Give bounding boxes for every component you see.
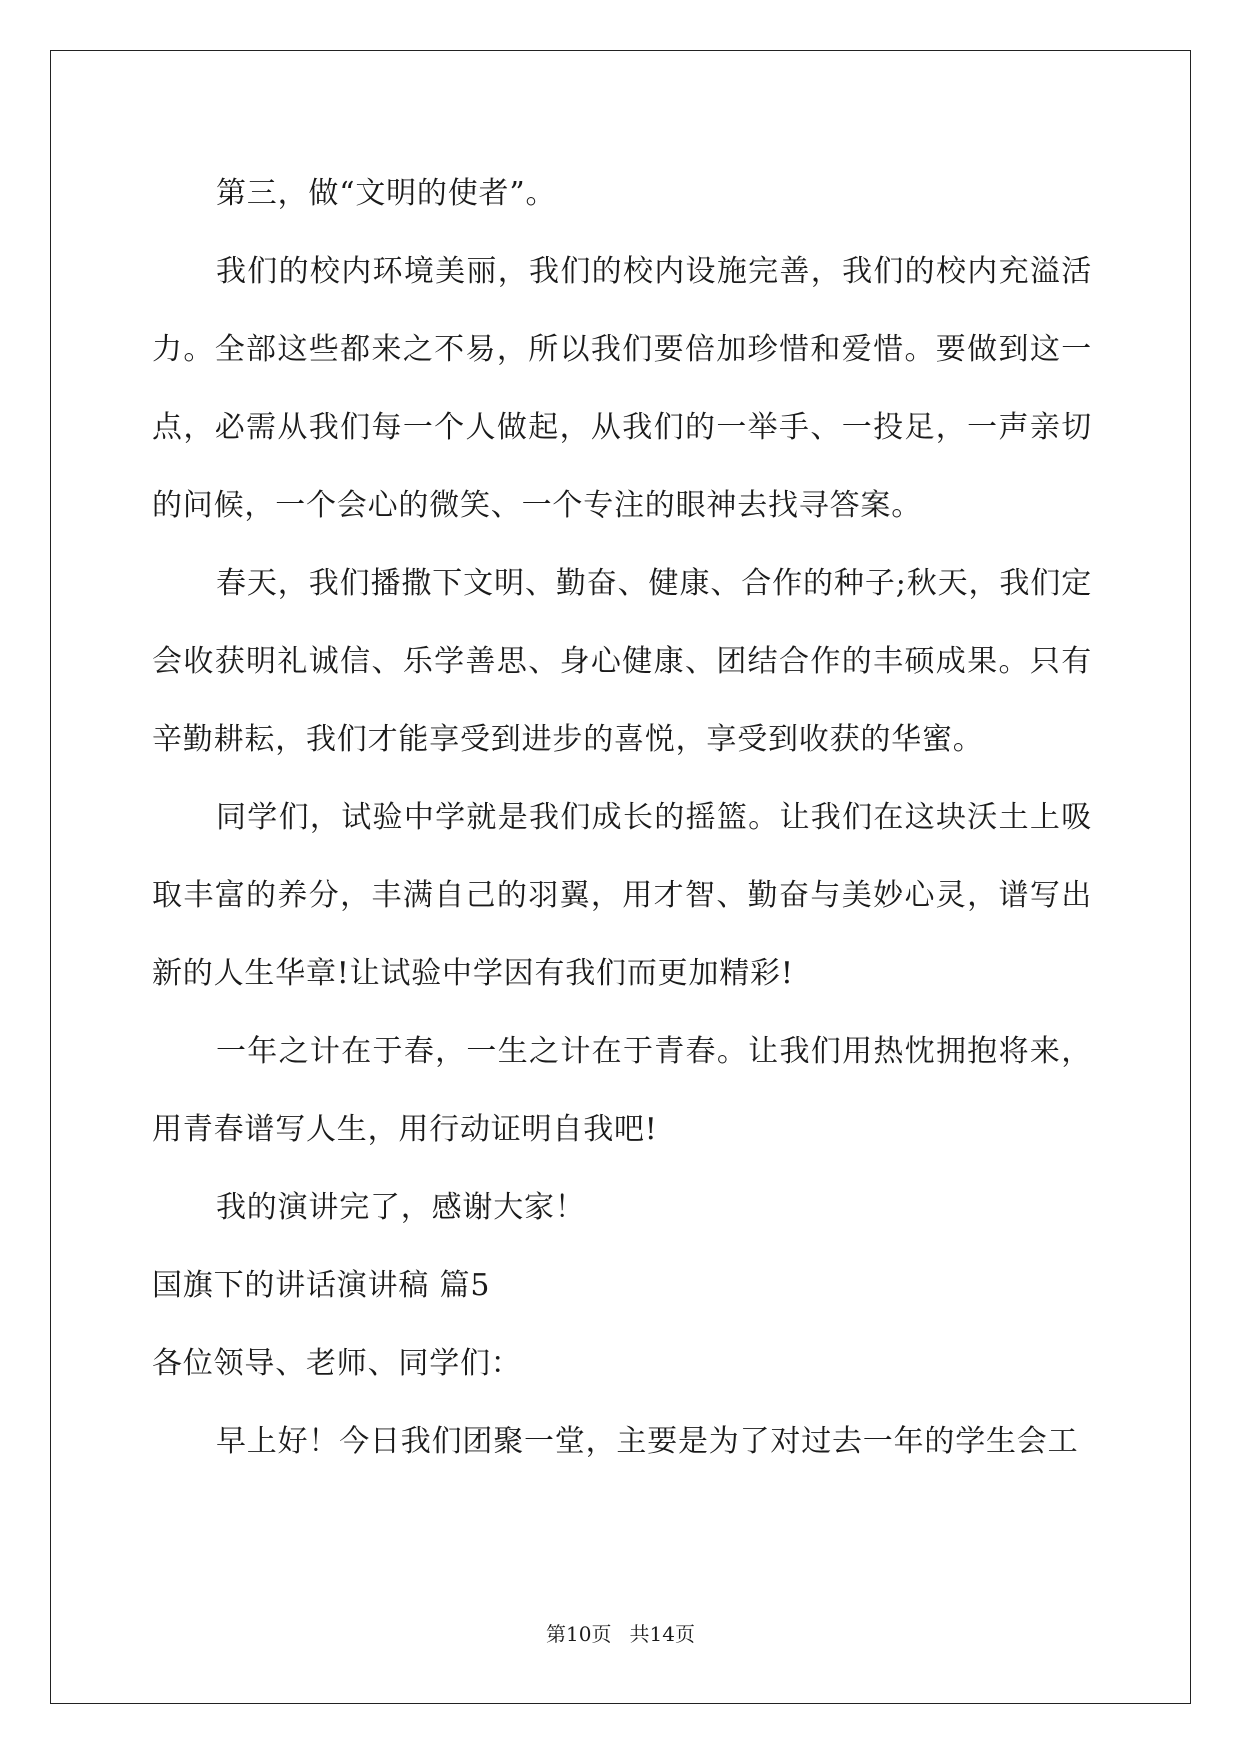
paragraph-4: 同学们，试验中学就是我们成长的摇篮。让我们在这块沃土上吸取丰富的养分，丰满自己的羽翼，用才智、勤奋与美妙心灵，谱写出新的人生华章!让试验中学因有我们而更加精彩! <box>152 800 1092 991</box>
section-heading: 国旗下的讲话演讲稿 篇5 <box>152 1268 491 1303</box>
salutation: 各位领导、老师、同学们： <box>152 1346 522 1381</box>
page-total: 共14页 <box>629 1622 695 1646</box>
page-number: 第10页 <box>546 1622 612 1646</box>
paragraph-5: 一年之计在于春，一生之计在于青春。让我们用热忱拥抱将来，用青春谱写人生，用行动证明自我吧! <box>152 1034 1092 1147</box>
page-footer <box>0 1618 1241 1647</box>
paragraph-7: 早上好！今日我们团聚一堂，主要是为了对过去一年的学生会工 <box>216 1424 1079 1459</box>
paragraph-3: 春天，我们播撒下文明、勤奋、健康、合作的种子;秋天，我们定会收获明礼诚信、乐学善思、身心健康、团结合作的丰硕成果。只有辛勤耕耘，我们才能享受到进步的喜悦，享受到收获的华蜜。 <box>152 566 1092 757</box>
paragraph-6: 我的演讲完了，感谢大家！ <box>216 1190 586 1225</box>
document-body <box>152 155 1092 1481</box>
paragraph-1: 第三，做“文明的使者”。 <box>216 176 557 211</box>
paragraph-2: 我们的校内环境美丽，我们的校内设施完善，我们的校内充溢活力。全部这些都来之不易，所以我们要倍加珍惜和爱惜。要做到这一点，必需从我们每一个人做起，从我们的一举手、一投足，一声亲切的问候，一个会心的微笑、一个专注的眼神去找寻答案。 <box>152 254 1092 523</box>
